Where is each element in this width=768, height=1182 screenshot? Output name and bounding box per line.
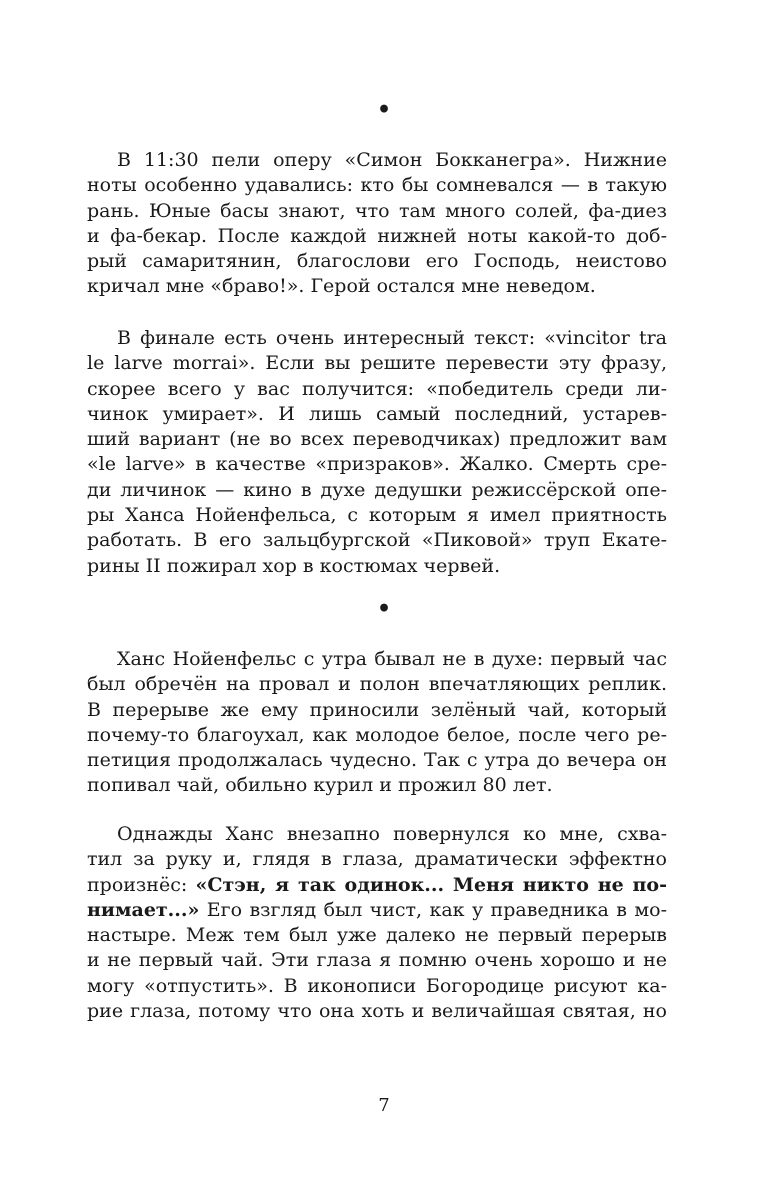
paragraph-line: В 11:30 пели оперу «Симон Бокканегра». Нижние — [117, 149, 667, 171]
paragraph-line — [87, 898, 667, 923]
paragraph-line: скорее всего у вас получится: «победитель среди ли- — [87, 377, 667, 400]
paragraph-line: ди личинок — кино в духе дедушки режиссёрской опе- — [87, 478, 667, 501]
paragraph-line: настыре. Меж тем был уже далеко не первый перерыв — [87, 924, 667, 947]
paragraph-line: В перерыве же ему приносили зелёный чай, который — [87, 698, 667, 721]
paragraph-1 — [87, 148, 667, 300]
paragraph-line: ры Ханса Нойенфельса, с которым я имел приятность — [87, 504, 667, 527]
paragraph-line: рань. Юные басы знают, что там много солей, фа-диез — [87, 199, 667, 222]
paragraph-line — [87, 873, 667, 898]
paragraph-line: ший вариант (не во всех переводчиках) предложит вам — [87, 428, 667, 451]
section-separator-1: • — [376, 97, 392, 123]
paragraph-line: чинок умирает». И лишь самый последний, устарев- — [87, 402, 667, 425]
paragraph-line: Однажды Ханс внезапно повернулся ко мне, схва- — [117, 823, 667, 845]
plain-text: Его взгляд был чист, как у праведника в мо- — [199, 898, 667, 921]
paragraph-line: и не первый чай. Эти глаза я помню очень хорошо и не — [87, 949, 667, 972]
paragraph-2 — [87, 326, 667, 579]
paragraph-line: le larve morrai». Если вы решите перевести эту фразу, — [87, 352, 667, 375]
paragraph-line: кричал мне «браво!». Герой остался мне неведом. — [87, 275, 596, 298]
paragraph-line: работать. В его зальцбургской «Пиковой» труп Екате- — [87, 529, 667, 552]
paragraph-3 — [87, 647, 667, 799]
paragraph-line: рие глаза, потому что она хоть и величайшая святая, но — [87, 1000, 667, 1023]
bold-quote: нимает...» — [87, 898, 200, 921]
paragraph-line: почему-то благоухал, как молодое белое, после чего ре- — [87, 723, 667, 746]
paragraph-line: могу «отпустить». В иконописи Богородице рисуют ка- — [87, 974, 667, 997]
page-number: 7 — [378, 1095, 390, 1116]
paragraph-4 — [87, 822, 667, 1024]
section-separator-2: • — [376, 596, 392, 622]
paragraph-line: «le larve» в качестве «призраков». Жалко. Смерть сре- — [87, 453, 667, 476]
paragraph-line: Ханс Нойенфельс с утра бывал не в духе: первый час — [117, 648, 667, 670]
paragraph-line: рины II пожирал хор в костюмах червей. — [87, 554, 501, 577]
paragraph-line: тил за руку и, глядя в глаза, драматически эффектно — [87, 848, 667, 871]
paragraph-line: петиция продолжалась чудесно. Так с утра до вечера он — [87, 749, 667, 772]
paragraph-line: был обречён на провал и полон впечатляющих реплик. — [87, 673, 667, 696]
plain-text: произнёс: — [87, 873, 196, 896]
paragraph-line: В финале есть очень интересный текст: «vincitor tra — [117, 327, 667, 349]
paragraph-line: рый самаритянин, благослови его Господь, неистово — [87, 250, 667, 273]
paragraph-line: и фа-бекар. После каждой нижней ноты какой-то доб- — [87, 224, 667, 247]
paragraph-line: ноты особенно удавались: кто бы сомневался — в такую — [87, 174, 667, 197]
paragraph-line: попивал чай, обильно курил и прожил 80 лет. — [87, 774, 553, 797]
bold-quote: «Стэн, я так одинок... Меня никто не по- — [195, 873, 667, 896]
